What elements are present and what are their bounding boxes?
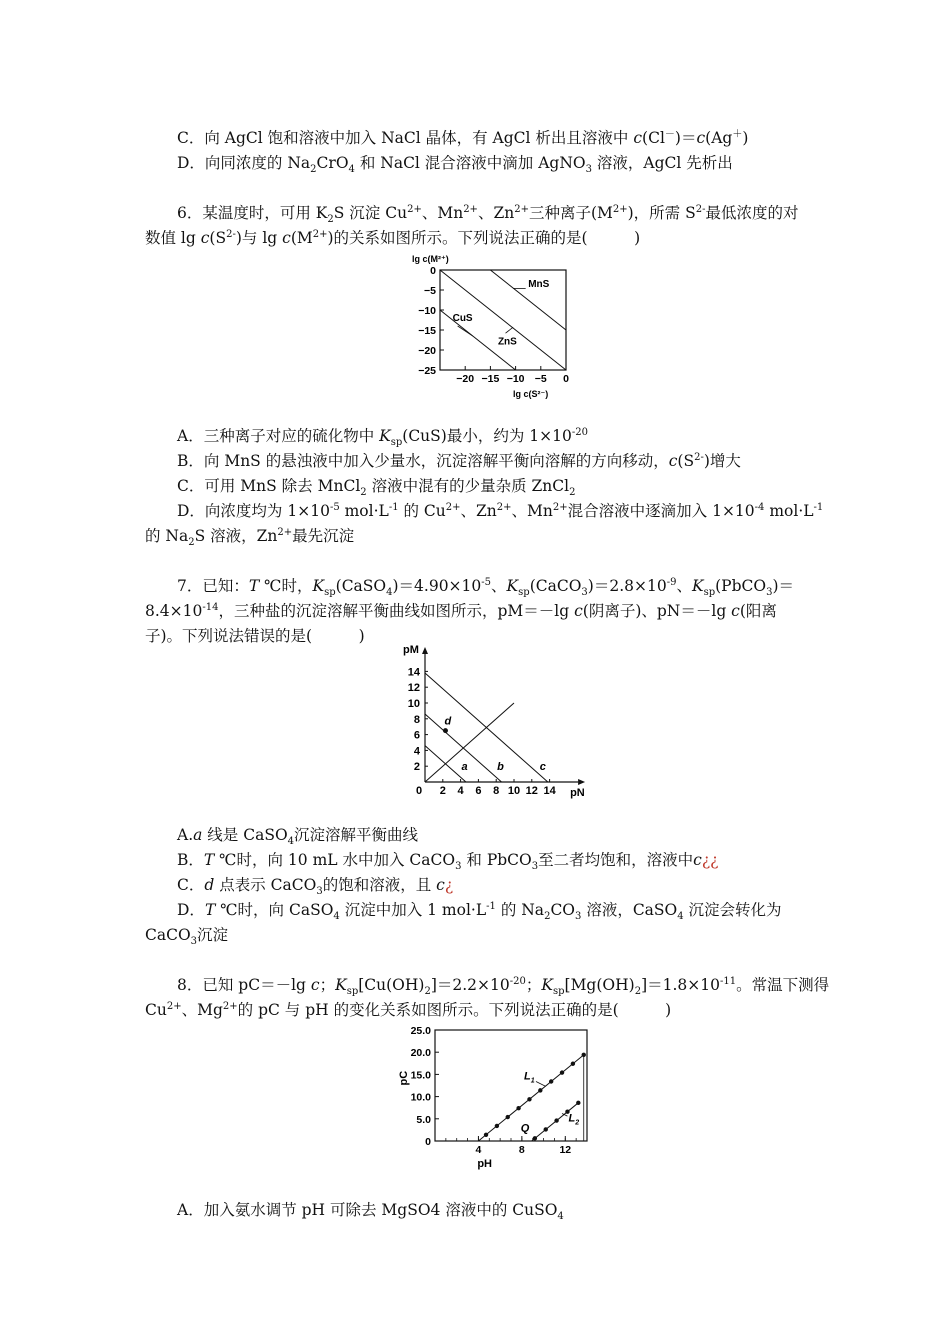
data-point-L1 — [516, 1106, 520, 1110]
q5-option-c: C．向 AgCl 饱和溶液中加入 NaCl 晶体，有 AgCl 析出且溶液中 c(Cl－)＝c(Ag＋) — [177, 128, 749, 147]
y-tick-label: 4 — [413, 745, 420, 758]
point-label-Q: Q — [520, 1122, 530, 1135]
q7-chart — [395, 645, 595, 805]
series-label-ZnS: ZnS — [497, 336, 517, 348]
y-tick-label: 15.0 — [410, 1069, 431, 1082]
q8-chart — [385, 1020, 605, 1175]
y-tick-label: −15 — [418, 325, 436, 337]
x-tick-label: −15 — [481, 373, 500, 385]
y-tick-label: −10 — [418, 305, 436, 317]
y-tick-label: 12 — [407, 682, 420, 695]
q6-stem-line2: 数值 $\lg c(S^{2-})$与 $\lg c(M^{2+})$的关系如图所示。下列说法正确的是( ) — [145, 228, 641, 247]
label-leader-CuS — [458, 326, 473, 336]
data-point-L1 — [495, 1124, 499, 1128]
q6-option-d-line1: D．向浓度均为 $1\times 10^{-5}$ $mol\cdot L^{-1}$ 的 $Cu^{2+}$、$Zn^{2+}$、$Mn^{2+}$混合溶液中逐滴加入 $1\times 10^{-4}$ $mol\cdot L^{-1}$ — [177, 501, 824, 520]
q6-option-a: A．三种离子对应的硫化物中 $K_{sp}(CuS)$最小，约为 $1\times 10^{-20}$ — [177, 426, 588, 449]
label-leader-ZnS — [506, 327, 514, 333]
series-label-L2: $L_2$ — [568, 1112, 580, 1127]
data-point-L1 — [506, 1115, 510, 1119]
data-point-L2 — [576, 1101, 580, 1105]
y-tick-label: 10.0 — [410, 1091, 431, 1104]
x-axis-title: pH — [477, 1158, 493, 1170]
series-label-b: b — [497, 761, 504, 774]
q8-stem-line1: 8．已知 pC＝－lg c；$K_{sp}[Cu(OH)_2]=2.2\times 10^{-20}$；$K_{sp}[Mg(OH)_2]=1.8\times 10^{-11}$。常温下测得 — [177, 975, 830, 998]
x-tick-label: 12 — [525, 785, 538, 797]
y-axis-title: pC — [398, 1070, 410, 1086]
data-point-L1 — [560, 1070, 564, 1074]
x-tick-label: 6 — [475, 785, 482, 797]
data-point-L2 — [554, 1118, 558, 1122]
x-tick-label: 10 — [507, 785, 521, 797]
q8-option-a: A．加入氨水调节 pH 可除去 MgSO4 溶液中的 CuSO$_4$ — [177, 1201, 564, 1223]
y-axis-arrow — [422, 647, 428, 654]
y-axis-title: lg c(M²⁺) — [412, 254, 449, 264]
q6-option-c: C．可用 MnS 除去 MnCl$_2$ 溶液中混有的少量杂质 ZnCl$_2$ — [177, 477, 576, 499]
x-tick-label: 14 — [543, 785, 556, 797]
q7-option-c: C．d 点表示 CaCO$_3$的饱和溶液，且 c¿ — [177, 876, 454, 898]
y-tick-label: −5 — [424, 285, 436, 297]
x-tick-label: 12 — [559, 1144, 572, 1156]
q7-option-a: A.a 线是 CaSO$_4$沉淀溶解平衡曲线 — [177, 826, 419, 848]
x-tick-label: 4 — [475, 1144, 482, 1156]
data-point-L2 — [533, 1136, 537, 1140]
q6-option-d-line2: 的 $Na_2S$ 溶液，$Zn^{2+}$最先沉淀 — [145, 526, 355, 549]
y-tick-label: 25.0 — [410, 1025, 431, 1037]
data-point-L2 — [544, 1127, 548, 1131]
y-tick-label: 5.0 — [416, 1113, 431, 1126]
data-point-L1 — [571, 1062, 575, 1066]
series-label-a: a — [461, 761, 468, 774]
q7-option-b: B．T ℃时，向 10 mL 水中加入 CaCO$_3$ 和 PbCO$_3$至二者均饱和，溶液中c¿¿ — [177, 851, 719, 873]
q8-stem-line2: $Cu^{2+}$、$Mg^{2+}$的 pC 与 pH 的变化关系如图所示。下列说法正确的是( ) — [145, 1000, 672, 1019]
data-point-L1 — [538, 1088, 542, 1092]
q5-option-d: D．向同浓度的 $Na_2CrO_4$ 和 NaCl 混合溶液中滴加 AgNO$_3$ 溶液，AgCl 先析出 — [177, 154, 733, 176]
x-tick-label: 0 — [415, 785, 423, 797]
y-tick-label: 6 — [413, 729, 420, 742]
plot-frame — [435, 1030, 587, 1141]
x-tick-label: 2 — [439, 785, 446, 797]
data-point-L1 — [527, 1097, 531, 1101]
x-tick-label: −20 — [456, 373, 475, 385]
x-tick-label: −5 — [534, 373, 547, 385]
series-label-MnS: MnS — [528, 278, 550, 290]
y-tick-label: 2 — [413, 761, 420, 774]
y-tick-label: 10 — [407, 698, 420, 710]
y-tick-label: −20 — [418, 345, 436, 357]
point-label-d: d — [444, 715, 452, 728]
q6-chart — [400, 250, 600, 410]
y-tick-label: 0 — [430, 265, 436, 277]
series-label-c: c — [539, 761, 546, 774]
y-tick-label: −25 — [418, 365, 436, 377]
y-axis-title: pM — [403, 645, 419, 657]
q7-stem-line2: $8.4\times 10^{-14}$，三种盐的沉淀溶解平衡曲线如图所示，pM＝－lg c(阴离子)、pN＝－lg c(阳离 — [145, 601, 777, 620]
label-leader-L1 — [536, 1082, 546, 1087]
point-d — [443, 728, 448, 733]
y-tick-label: 14 — [407, 666, 420, 679]
series-label-CuS: CuS — [452, 312, 473, 324]
x-tick-label: −10 — [506, 373, 525, 385]
q7-stem-line3: 子)。下列说法错误的是( ) — [145, 627, 365, 645]
x-tick-label: 8 — [518, 1144, 525, 1156]
data-point-L1 — [549, 1079, 553, 1083]
q6-stem-line1: 6．某温度时，可用 $K_2S$ 沉淀 $Cu^{2+}$、$Mn^{2+}$、$Zn^{2+}$三种离子$(M^{2+})$，所需 $S^{2-}$最低浓度的对 — [177, 203, 799, 226]
x-tick-label: 0 — [563, 373, 569, 385]
series-label-L1: $L_1$ — [524, 1070, 535, 1085]
q7-option-d-line2: CaCO$_3$沉淀 — [145, 926, 229, 948]
x-tick-label: 8 — [493, 785, 500, 797]
q7-stem-line1: 7．已知：T ℃时，$K_{sp}(CaSO_4)=4.90\times 10^{-5}$、$K_{sp}(CaCO_3)=2.8\times 10^{-9}$、$K_{sp}(PbCO_3)=$ — [177, 576, 795, 599]
x-axis-title: pN — [570, 787, 585, 799]
x-axis-arrow — [578, 779, 585, 785]
y-tick-label: 0 — [425, 1136, 431, 1148]
y-tick-label: 20.0 — [410, 1047, 431, 1060]
x-tick-label: 4 — [457, 785, 464, 797]
data-point-L1 — [484, 1133, 488, 1137]
q7-option-d-line1: D．T ℃时，向 CaSO$_4$ 沉淀中加入 1 $mol\cdot L^{-1}$ 的 $Na_2CO_3$ 溶液，CaSO$_4$ 沉淀会转化为 — [177, 900, 782, 923]
q6-option-b: B．向 MnS 的悬浊液中加入少量水，沉淀溶解平衡向溶解的方向移动，$c(S^{2-})$增大 — [177, 451, 741, 470]
y-tick-label: 8 — [413, 713, 420, 726]
x-axis-title: lg c(S²⁻) — [513, 389, 549, 399]
